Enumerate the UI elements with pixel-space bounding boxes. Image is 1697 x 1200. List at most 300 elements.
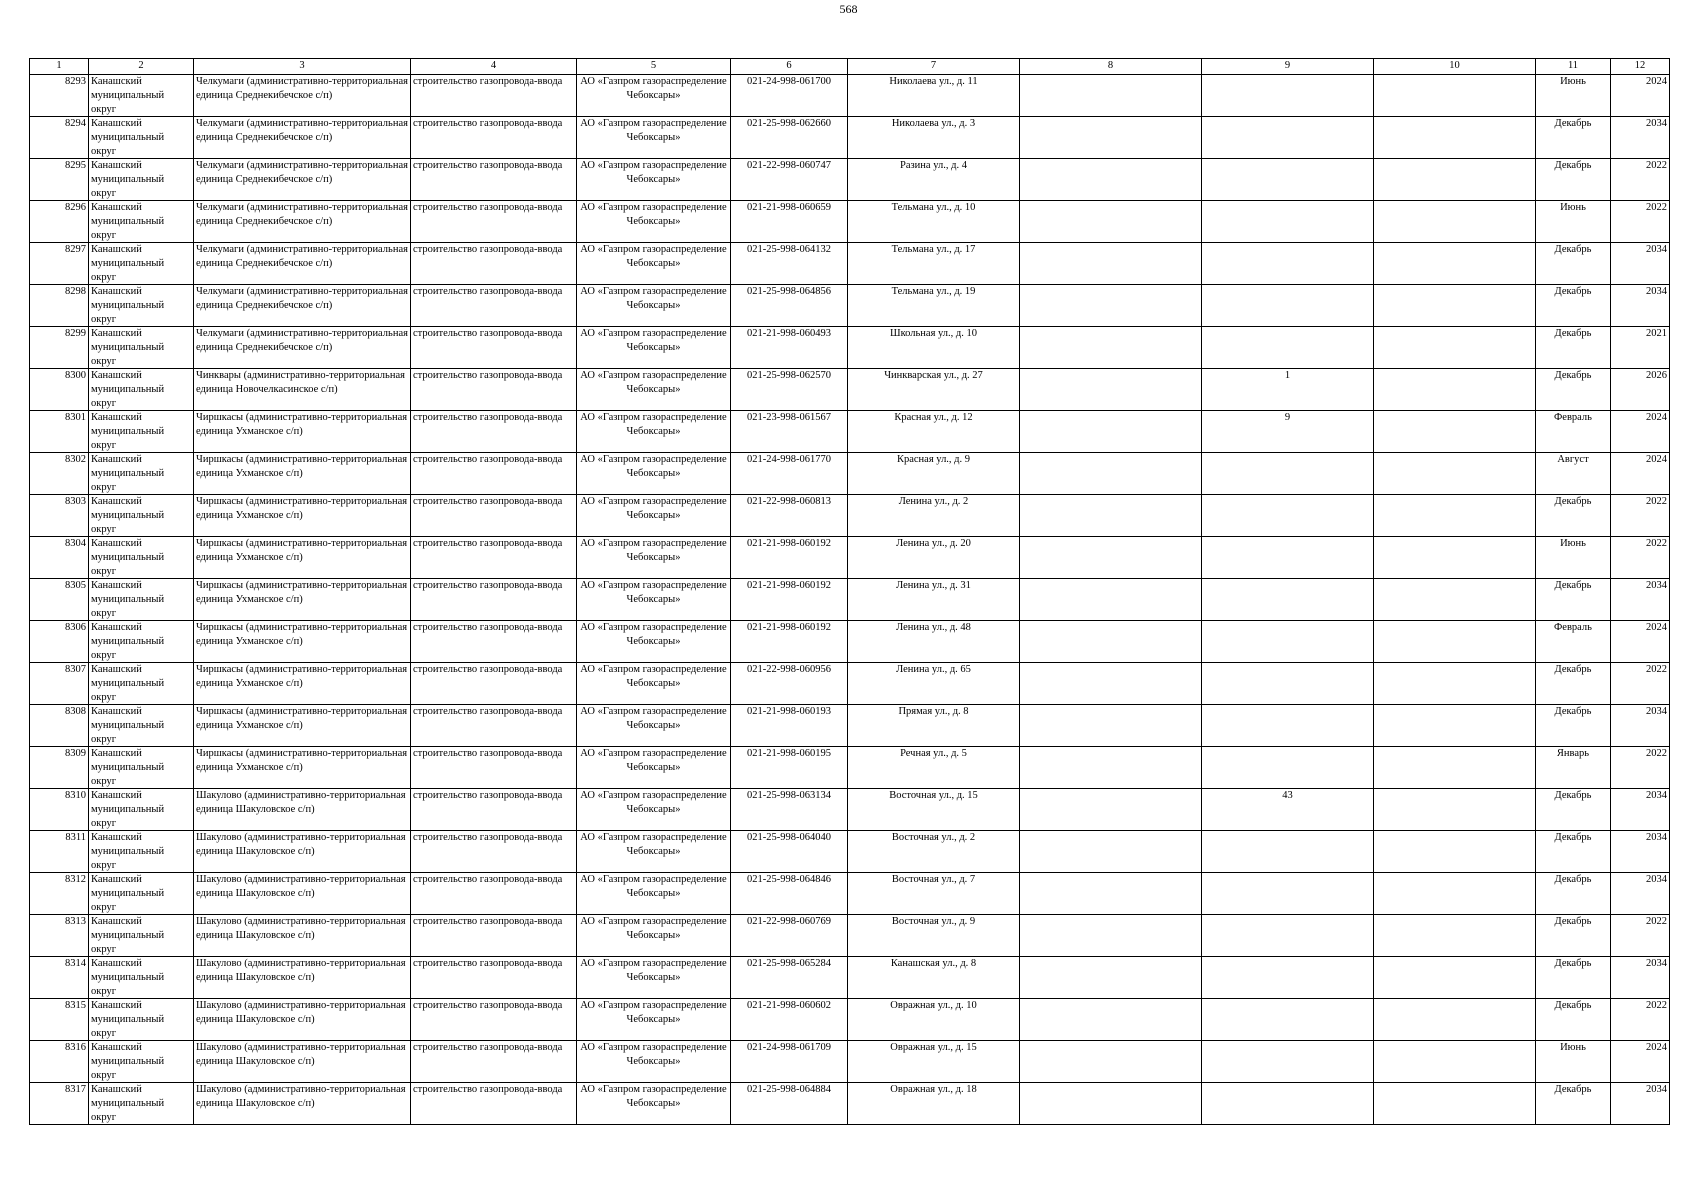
owner-cell <box>577 495 731 537</box>
object-code-cell <box>731 579 848 621</box>
column-9-cell-text <box>1204 243 1371 284</box>
locality-cell <box>194 411 411 453</box>
year-cell-text: 2034 <box>1646 790 1667 801</box>
locality-cell-text: Шакулово (административно-территориальная единица Шакуловское с/п) <box>196 916 406 941</box>
column-10-cell-text <box>1376 159 1533 200</box>
locality-cell <box>194 285 411 327</box>
address-cell-text: Ленина ул., д. 65 <box>896 664 971 675</box>
year-cell <box>1611 537 1670 579</box>
month-cell <box>1536 873 1611 915</box>
header-row <box>30 59 1670 75</box>
row-number-text: 8316 <box>65 1042 86 1053</box>
month-cell-text: Декабрь <box>1554 496 1592 507</box>
address-cell <box>848 747 1020 789</box>
row-number-text: 8310 <box>65 790 86 801</box>
row-number <box>30 957 89 999</box>
address-cell-text: Николаева ул., д. 3 <box>891 118 976 129</box>
work-type-cell <box>411 621 577 663</box>
table-row <box>30 579 1670 621</box>
work-type-cell-text: строительство газопровода-ввода <box>413 580 563 591</box>
column-10-cell <box>1374 285 1536 327</box>
column-8-cell <box>1020 75 1202 117</box>
row-number-text: 8299 <box>65 328 86 339</box>
district-cell-text: Канашский муниципальный округ <box>91 790 165 829</box>
address-cell <box>848 705 1020 747</box>
address-cell-text: Чинкварская ул., д. 27 <box>884 370 983 381</box>
column-8-cell-text <box>1022 1041 1199 1082</box>
column-8-cell-text <box>1022 747 1199 788</box>
column-8-cell <box>1020 915 1202 957</box>
locality-cell-text: Шакулово (административно-территориальная единица Шакуловское с/п) <box>196 790 406 815</box>
column-8-cell <box>1020 411 1202 453</box>
table-row <box>30 873 1670 915</box>
column-10-cell <box>1374 495 1536 537</box>
work-type-cell-text: строительство газопровода-ввода <box>413 748 563 759</box>
table-row <box>30 453 1670 495</box>
district-cell-text: Канашский муниципальный округ <box>91 664 165 703</box>
district-cell <box>89 999 194 1041</box>
column-10-cell <box>1374 159 1536 201</box>
column-9-cell <box>1202 663 1374 705</box>
owner-cell-text: АО «Газпром газораспределение Чебоксары» <box>580 958 727 983</box>
row-number <box>30 75 89 117</box>
year-cell-text: 2024 <box>1646 76 1667 87</box>
locality-cell <box>194 201 411 243</box>
column-10-cell <box>1374 369 1536 411</box>
district-cell-text: Канашский муниципальный округ <box>91 202 165 241</box>
column-10-cell <box>1374 201 1536 243</box>
district-cell-text: Канашский муниципальный округ <box>91 328 165 367</box>
month-cell <box>1536 579 1611 621</box>
year-cell-text: 2034 <box>1646 286 1667 297</box>
table-row <box>30 663 1670 705</box>
column-10-cell <box>1374 873 1536 915</box>
locality-cell-text: Чиршкасы (административно-территориальная единица Ухманское с/п) <box>196 496 408 521</box>
column-8-cell <box>1020 579 1202 621</box>
object-code-cell-text: 021-25-998-064856 <box>747 286 831 297</box>
row-number <box>30 789 89 831</box>
year-cell-text: 2024 <box>1646 454 1667 465</box>
address-cell-text: Прямая ул., д. 8 <box>898 706 969 717</box>
owner-cell <box>577 117 731 159</box>
month-cell <box>1536 159 1611 201</box>
month-cell-text: Июнь <box>1560 538 1586 549</box>
month-cell-text: Декабрь <box>1554 790 1592 801</box>
address-cell-text: Восточная ул., д. 2 <box>891 832 976 843</box>
column-10-cell <box>1374 957 1536 999</box>
column-9-cell-text <box>1204 957 1371 998</box>
column-8-cell-text <box>1022 453 1199 494</box>
work-type-cell-text: строительство газопровода-ввода <box>413 202 563 213</box>
district-cell-text: Канашский муниципальный округ <box>91 1000 165 1039</box>
district-cell-text: Канашский муниципальный округ <box>91 244 165 283</box>
object-code-cell <box>731 873 848 915</box>
district-cell <box>89 915 194 957</box>
address-cell <box>848 915 1020 957</box>
year-cell <box>1611 369 1670 411</box>
district-cell-text: Канашский муниципальный округ <box>91 874 165 913</box>
column-9-cell <box>1202 915 1374 957</box>
row-number <box>30 747 89 789</box>
district-cell <box>89 621 194 663</box>
column-9-cell-text <box>1204 537 1371 578</box>
work-type-cell-text: строительство газопровода-ввода <box>413 160 563 171</box>
work-type-cell <box>411 1041 577 1083</box>
row-number-text: 8305 <box>65 580 86 591</box>
district-cell-text: Канашский муниципальный округ <box>91 1042 165 1081</box>
address-cell <box>848 327 1020 369</box>
column-10-cell-text <box>1376 285 1533 326</box>
column-8-cell <box>1020 117 1202 159</box>
locality-cell <box>194 873 411 915</box>
year-cell-text: 2034 <box>1646 874 1667 885</box>
row-number-text: 8309 <box>65 748 86 759</box>
district-cell <box>89 873 194 915</box>
owner-cell-text: АО «Газпром газораспределение Чебоксары» <box>580 622 727 647</box>
year-cell-text: 2022 <box>1646 1000 1667 1011</box>
column-9-cell <box>1202 369 1374 411</box>
column-8-cell-text <box>1022 201 1199 242</box>
year-cell <box>1611 1041 1670 1083</box>
work-type-cell <box>411 999 577 1041</box>
column-8-cell <box>1020 159 1202 201</box>
locality-cell-text: Чиршкасы (административно-территориальная единица Ухманское с/п) <box>196 664 408 689</box>
column-10-cell <box>1374 1083 1536 1125</box>
column-8-cell-text <box>1022 369 1199 410</box>
column-9-cell <box>1202 705 1374 747</box>
object-code-cell-text: 021-24-998-061700 <box>747 76 831 87</box>
column-header-7: 7 <box>848 59 1020 75</box>
locality-cell-text: Чиршкасы (административно-территориальная единица Ухманское с/п) <box>196 706 408 731</box>
column-9-cell <box>1202 579 1374 621</box>
owner-cell-text: АО «Газпром газораспределение Чебоксары» <box>580 244 727 269</box>
column-9-cell <box>1202 495 1374 537</box>
column-8-cell-text <box>1022 831 1199 872</box>
locality-cell <box>194 999 411 1041</box>
owner-cell-text: АО «Газпром газораспределение Чебоксары» <box>580 454 727 479</box>
month-cell <box>1536 747 1611 789</box>
table-row <box>30 285 1670 327</box>
work-type-cell-text: строительство газопровода-ввода <box>413 328 563 339</box>
table-row <box>30 117 1670 159</box>
object-code-cell-text: 021-21-998-060195 <box>747 748 831 759</box>
month-cell-text: Февраль <box>1554 622 1592 633</box>
work-type-cell-text: строительство газопровода-ввода <box>413 1084 563 1095</box>
work-type-cell-text: строительство газопровода-ввода <box>413 496 563 507</box>
object-code-cell <box>731 453 848 495</box>
month-cell <box>1536 75 1611 117</box>
locality-cell <box>194 495 411 537</box>
object-code-cell <box>731 1041 848 1083</box>
row-number-text: 8312 <box>65 874 86 885</box>
address-cell <box>848 159 1020 201</box>
address-cell-text: Красная ул., д. 9 <box>896 454 971 465</box>
object-code-cell-text: 021-25-998-062660 <box>747 118 831 129</box>
object-code-cell-text: 021-25-998-064132 <box>747 244 831 255</box>
month-cell <box>1536 957 1611 999</box>
address-cell-text: Ленина ул., д. 48 <box>896 622 971 633</box>
year-cell <box>1611 117 1670 159</box>
work-type-cell-text: строительство газопровода-ввода <box>413 370 563 381</box>
column-9-cell-text <box>1204 663 1371 704</box>
locality-cell-text: Чиршкасы (административно-территориальная единица Ухманское с/п) <box>196 622 408 647</box>
column-header-2: 2 <box>89 59 194 75</box>
district-cell <box>89 75 194 117</box>
month-cell <box>1536 1041 1611 1083</box>
column-9-cell-text <box>1204 117 1371 158</box>
column-9-cell <box>1202 453 1374 495</box>
table-row <box>30 831 1670 873</box>
column-10-cell <box>1374 537 1536 579</box>
column-9-cell <box>1202 1041 1374 1083</box>
district-cell-text: Канашский муниципальный округ <box>91 580 165 619</box>
column-10-cell <box>1374 663 1536 705</box>
year-cell-text: 2022 <box>1646 916 1667 927</box>
column-10-cell <box>1374 621 1536 663</box>
column-10-cell <box>1374 1041 1536 1083</box>
column-10-cell-text <box>1376 915 1533 956</box>
owner-cell-text: АО «Газпром газораспределение Чебоксары» <box>580 706 727 731</box>
owner-cell <box>577 327 731 369</box>
object-code-cell-text: 021-24-998-061770 <box>747 454 831 465</box>
work-type-cell <box>411 411 577 453</box>
district-cell-text: Канашский муниципальный округ <box>91 748 165 787</box>
work-type-cell <box>411 75 577 117</box>
column-10-cell-text <box>1376 75 1533 116</box>
locality-cell <box>194 159 411 201</box>
work-type-cell-text: строительство газопровода-ввода <box>413 958 563 969</box>
row-number-text: 8293 <box>65 76 86 87</box>
owner-cell-text: АО «Газпром газораспределение Чебоксары» <box>580 370 727 395</box>
district-cell-text: Канашский муниципальный округ <box>91 916 165 955</box>
column-8-cell <box>1020 495 1202 537</box>
table-row <box>30 999 1670 1041</box>
month-cell <box>1536 495 1611 537</box>
row-number <box>30 201 89 243</box>
column-9-cell-text <box>1204 159 1371 200</box>
locality-cell <box>194 327 411 369</box>
column-10-cell-text <box>1376 705 1533 746</box>
work-type-cell-text: строительство газопровода-ввода <box>413 412 563 423</box>
object-code-cell-text: 021-25-998-064884 <box>747 1084 831 1095</box>
table-row <box>30 915 1670 957</box>
column-header-12: 12 <box>1611 59 1670 75</box>
object-code-cell <box>731 369 848 411</box>
row-number-text: 8304 <box>65 538 86 549</box>
locality-cell-text: Шакулово (административно-территориальная единица Шакуловское с/п) <box>196 874 406 899</box>
month-cell <box>1536 831 1611 873</box>
row-number-text: 8308 <box>65 706 86 717</box>
work-type-cell <box>411 159 577 201</box>
year-cell <box>1611 999 1670 1041</box>
column-10-cell-text <box>1376 831 1533 872</box>
locality-cell <box>194 369 411 411</box>
column-9-cell-text <box>1204 747 1371 788</box>
district-cell <box>89 957 194 999</box>
locality-cell <box>194 747 411 789</box>
district-cell <box>89 369 194 411</box>
column-header-5: 5 <box>577 59 731 75</box>
locality-cell <box>194 831 411 873</box>
object-code-cell <box>731 243 848 285</box>
row-number-text: 8301 <box>65 412 86 423</box>
month-cell <box>1536 663 1611 705</box>
column-9-cell <box>1202 789 1374 831</box>
address-cell <box>848 411 1020 453</box>
column-9-cell <box>1202 327 1374 369</box>
column-8-cell-text <box>1022 621 1199 662</box>
address-cell-text: Школьная ул., д. 10 <box>889 328 978 339</box>
month-cell-text: Июнь <box>1560 1042 1586 1053</box>
column-9-cell <box>1202 1083 1374 1125</box>
year-cell-text: 2021 <box>1646 328 1667 339</box>
locality-cell-text: Шакулово (административно-территориальная единица Шакуловское с/п) <box>196 1000 406 1025</box>
work-type-cell-text: строительство газопровода-ввода <box>413 1042 563 1053</box>
owner-cell-text: АО «Газпром газораспределение Чебоксары» <box>580 748 727 773</box>
address-cell <box>848 873 1020 915</box>
owner-cell-text: АО «Газпром газораспределение Чебоксары» <box>580 202 727 227</box>
month-cell-text: Декабрь <box>1554 580 1592 591</box>
month-cell-text: Декабрь <box>1554 118 1592 129</box>
column-8-cell-text <box>1022 705 1199 746</box>
row-number-text: 8297 <box>65 244 86 255</box>
work-type-cell-text: строительство газопровода-ввода <box>413 538 563 549</box>
object-code-cell-text: 021-22-998-060747 <box>747 160 831 171</box>
owner-cell <box>577 579 731 621</box>
object-code-cell <box>731 621 848 663</box>
row-number <box>30 285 89 327</box>
table-row <box>30 495 1670 537</box>
column-9-cell <box>1202 747 1374 789</box>
locality-cell <box>194 243 411 285</box>
work-type-cell <box>411 117 577 159</box>
year-cell-text: 2022 <box>1646 160 1667 171</box>
month-cell <box>1536 411 1611 453</box>
address-cell <box>848 789 1020 831</box>
owner-cell-text: АО «Газпром газораспределение Чебоксары» <box>580 790 727 815</box>
column-10-cell-text <box>1376 621 1533 662</box>
object-code-cell-text: 021-22-998-060813 <box>747 496 831 507</box>
district-cell <box>89 537 194 579</box>
table-row <box>30 327 1670 369</box>
work-type-cell-text: строительство газопровода-ввода <box>413 454 563 465</box>
work-type-cell <box>411 201 577 243</box>
column-9-cell-text <box>1204 579 1371 620</box>
object-code-cell <box>731 285 848 327</box>
table-body <box>30 75 1670 1125</box>
column-8-cell <box>1020 243 1202 285</box>
month-cell-text: Январь <box>1556 748 1590 759</box>
object-code-cell-text: 021-24-998-061709 <box>747 1042 831 1053</box>
row-number <box>30 537 89 579</box>
column-9-cell-text: 9 <box>1284 412 1291 423</box>
locality-cell-text: Челкумаги (административно-территориальная единица Среднекибечское с/п) <box>196 244 408 269</box>
work-type-cell <box>411 705 577 747</box>
district-cell-text: Канашский муниципальный округ <box>91 160 165 199</box>
year-cell <box>1611 159 1670 201</box>
column-9-cell-text <box>1204 75 1371 116</box>
row-number <box>30 1041 89 1083</box>
column-10-cell <box>1374 915 1536 957</box>
object-code-cell-text: 021-25-998-062570 <box>747 370 831 381</box>
owner-cell <box>577 411 731 453</box>
column-9-cell-text <box>1204 453 1371 494</box>
table-row <box>30 747 1670 789</box>
column-9-cell <box>1202 537 1374 579</box>
work-type-cell <box>411 243 577 285</box>
work-type-cell-text: строительство газопровода-ввода <box>413 622 563 633</box>
column-10-cell-text <box>1376 873 1533 914</box>
row-number <box>30 159 89 201</box>
owner-cell <box>577 957 731 999</box>
column-8-cell <box>1020 873 1202 915</box>
owner-cell-text: АО «Газпром газораспределение Чебоксары» <box>580 538 727 563</box>
locality-cell-text: Чиршкасы (административно-территориальная единица Ухманское с/п) <box>196 454 408 479</box>
work-type-cell-text: строительство газопровода-ввода <box>413 1000 563 1011</box>
locality-cell <box>194 1041 411 1083</box>
row-number <box>30 243 89 285</box>
district-cell <box>89 1041 194 1083</box>
month-cell-text: Декабрь <box>1554 958 1592 969</box>
address-cell-text: Восточная ул., д. 9 <box>891 916 976 927</box>
table-header <box>30 59 1670 75</box>
object-code-cell <box>731 327 848 369</box>
owner-cell-text: АО «Газпром газораспределение Чебоксары» <box>580 664 727 689</box>
district-cell <box>89 159 194 201</box>
registry-table <box>29 58 1670 1125</box>
year-cell <box>1611 243 1670 285</box>
row-number-text: 8300 <box>65 370 86 381</box>
month-cell-text: Декабрь <box>1554 664 1592 675</box>
column-9-cell-text: 43 <box>1282 790 1293 801</box>
district-cell-text: Канашский муниципальный округ <box>91 832 165 871</box>
object-code-cell-text: 021-21-998-060192 <box>747 538 831 549</box>
table-row <box>30 705 1670 747</box>
row-number <box>30 999 89 1041</box>
locality-cell-text: Шакулово (административно-территориальная единица Шакуловское с/п) <box>196 832 406 857</box>
year-cell-text: 2034 <box>1646 1084 1667 1095</box>
column-9-cell <box>1202 75 1374 117</box>
work-type-cell-text: строительство газопровода-ввода <box>413 664 563 675</box>
column-10-cell <box>1374 75 1536 117</box>
object-code-cell <box>731 201 848 243</box>
column-9-cell-text <box>1204 285 1371 326</box>
column-8-cell <box>1020 663 1202 705</box>
table-row <box>30 537 1670 579</box>
year-cell-text: 2022 <box>1646 538 1667 549</box>
column-8-cell-text <box>1022 537 1199 578</box>
column-9-cell <box>1202 201 1374 243</box>
year-cell <box>1611 411 1670 453</box>
locality-cell-text: Челкумаги (административно-территориальная единица Среднекибечское с/п) <box>196 286 408 311</box>
month-cell <box>1536 1083 1611 1125</box>
month-cell <box>1536 369 1611 411</box>
column-8-cell-text <box>1022 495 1199 536</box>
owner-cell <box>577 537 731 579</box>
address-cell-text: Овражная ул., д. 15 <box>890 1042 977 1053</box>
column-10-cell <box>1374 117 1536 159</box>
address-cell <box>848 117 1020 159</box>
month-cell-text: Декабрь <box>1554 328 1592 339</box>
district-cell <box>89 663 194 705</box>
month-cell <box>1536 117 1611 159</box>
table-row <box>30 411 1670 453</box>
object-code-cell-text: 021-22-998-060769 <box>747 916 831 927</box>
address-cell <box>848 621 1020 663</box>
column-8-cell <box>1020 747 1202 789</box>
owner-cell <box>577 159 731 201</box>
table-row <box>30 75 1670 117</box>
